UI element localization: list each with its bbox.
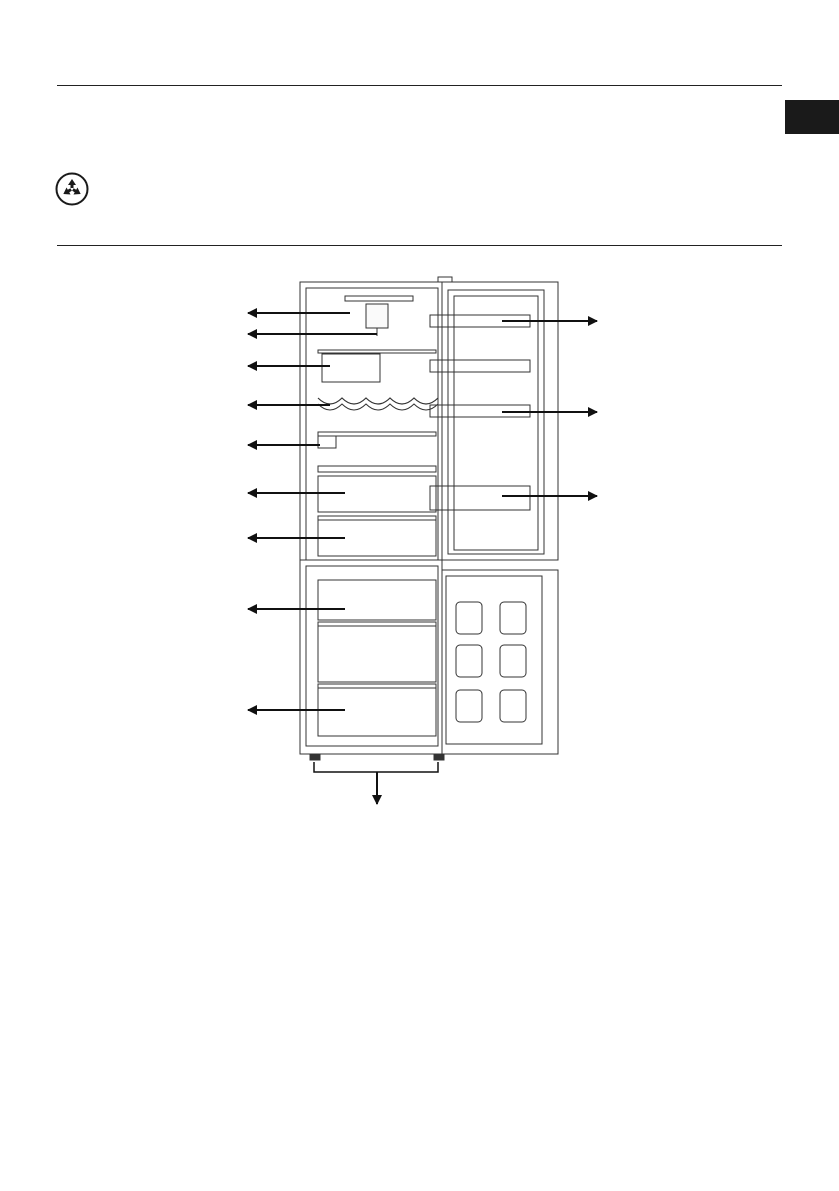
freezer-door [442, 570, 558, 754]
fridge-door [430, 277, 558, 560]
callouts-right [502, 321, 597, 496]
callout-bottom [314, 762, 438, 804]
fridge-cabinet [300, 282, 444, 760]
